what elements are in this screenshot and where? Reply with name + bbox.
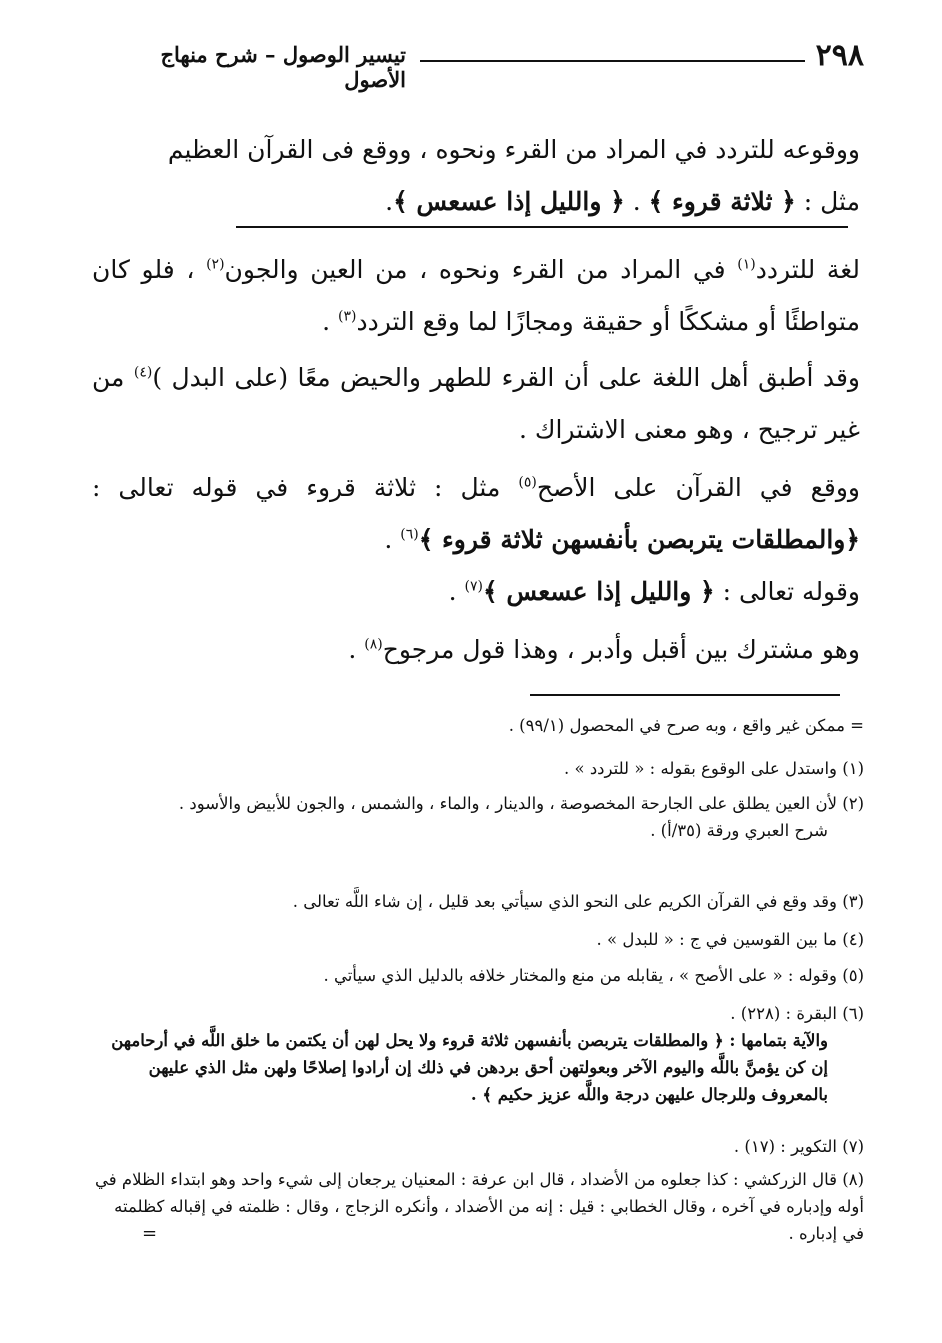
footnote-6-full-verse: والآية بتمامها : ﴿ والمطلقات يتربصن بأنفسهن ثلاثة قروء ولا يحل لهن أن يكتمن ما خلق اللَّه في أرحامهن إن كن يؤمنَّ باللَّه واليوم الآخر وبعولتهن أحق بردهن في ذلك إن أرادوا إصلاحًا ولهن مثل الذي عليهن بالمعروف وللرجال عليهن درجة واللَّه عزيز حكيم ﴾ . (111, 1031, 828, 1104)
page-number: ٢٩٨ (815, 38, 864, 73)
matn-line-2-end: . (385, 187, 394, 216)
matn-line-2-prefix: مثل : (795, 187, 860, 216)
p2-text-b: من غير ترجيح ، وهو معنى الاشتراك . (92, 363, 860, 444)
footnote-ref-7: (٧) (464, 578, 483, 595)
footnote-separator (530, 694, 840, 696)
p1-text-a: لغة للتردد (755, 255, 860, 284)
commentary-paragraph-5 (92, 624, 860, 676)
footnote-3: (٣) وقد وقع في القرآن الكريم على النحو الذي سيأتي بعد قليل ، إن شاء اللَّه تعالى . (292, 892, 864, 911)
matn-line-2-mid: . (624, 187, 649, 216)
p3-quran-quote: ﴿والمطلقات يتربصن بأنفسهن ثلاثة قروء ﴾ (418, 525, 860, 554)
commentary-paragraph-3 (92, 462, 860, 566)
footnote-6 (92, 1000, 864, 1108)
matn-text (92, 124, 860, 228)
commentary-paragraph-2 (92, 352, 860, 456)
commentary-paragraph-1 (92, 244, 860, 348)
footnote-6-reference: (٦) البقرة : (٢٢٨) . (730, 1004, 864, 1023)
p3-text-b: مثل : ثلاثة قروء في قوله تعالى : (92, 473, 519, 502)
commentary-paragraph-4 (92, 566, 860, 618)
footnote-ref-8: (٨) (364, 636, 383, 653)
p5-text-a: وهو مشترك بين أقبل وأدبر ، وهذا قول مرجوح (382, 635, 860, 664)
p4-text-b: . (448, 577, 465, 606)
footnote-2-source: شرح العبري ورقة (٣٥/أ) . (650, 821, 828, 840)
footnote-1: (١) واستدل على الوقوع بقوله : « للتردد » . (563, 759, 864, 778)
footnote-ref-1: (١) (737, 256, 756, 273)
p4-text-a: وقوله تعالى : (714, 577, 860, 606)
footnote-ref-5: (٥) (518, 474, 537, 491)
p1-text-c: ، فلو كان متواطئًا أو مشككًا أو حقيقة ومجازًا لما وقع التردد (92, 255, 860, 336)
footnote-2-text: (٢) لأن العين يطلق على الجارحة المخصوصة ، والدينار ، والماء ، والشمس ، والجون للأبيض والأسود . (178, 794, 864, 813)
footnote-4: (٤) ما بين القوسين في ج : « للبدل » . (596, 930, 864, 949)
footnote-ref-2: (٢) (206, 256, 225, 273)
footnote-7: (٧) التكوير : (١٧) . (733, 1137, 864, 1156)
matn-quote-2: ﴿ والليل إذا عسعس ﴾ (393, 187, 625, 216)
p4-quran-quote: ﴿ والليل إذا عسعس ﴾ (483, 577, 715, 606)
p1-text-d: . (322, 307, 339, 336)
footnote-ref-4: (٤) (133, 364, 153, 381)
book-title: تيسير الوصول – شرح منهاج الأصول (160, 42, 406, 92)
p3-text-a: ووقع في القرآن على الأصح (536, 473, 860, 502)
footnote-ref-3: (٣) (338, 308, 357, 325)
continuation-mark: = (142, 1223, 158, 1244)
footnote-8: (٨) قال الزركشي : كذا جعلوه من الأضداد ، قال ابن عرفة : المعنيان يرجعان إلى شيء واحد وهو ابتداء الظلام في أوله وإدباره في آخره ، وقال الخطابي : قيل : إنه من الأضداد ، وأنكره الزجاج ، وقال : ظلمته في إقباله كظلمته في إدباره . (95, 1170, 864, 1243)
footnote-ref-6: (٦) (400, 526, 419, 543)
p2-text-a: وقد أطبق أهل اللغة على أن القرء للطهر والحيض معًا (على البدل ) (152, 363, 860, 392)
matn-line-1: ووقوعه للتردد في المراد من القرء ونحوه ، ووقع فى القرآن العظيم (167, 135, 860, 164)
footnote-5: (٥) وقوله : « على الأصح » ، يقابله من منع والمختار خلافه بالدليل الذي سيأتي . (323, 966, 864, 985)
header-rule (420, 60, 805, 62)
p1-text-b: في المراد من القرء ونحوه ، من العين والجون (224, 255, 738, 284)
p3-text-c: . (384, 525, 401, 554)
p5-text-b: . (348, 635, 365, 664)
footnote-2 (92, 790, 864, 844)
matn-underline (236, 226, 848, 228)
matn-quote-1: ﴿ ثلاثة قروء ﴾ (648, 187, 796, 216)
footnote-continuation: = ممكن غير واقع ، وبه صرح في المحصول (٩٩/١) . (508, 716, 864, 735)
